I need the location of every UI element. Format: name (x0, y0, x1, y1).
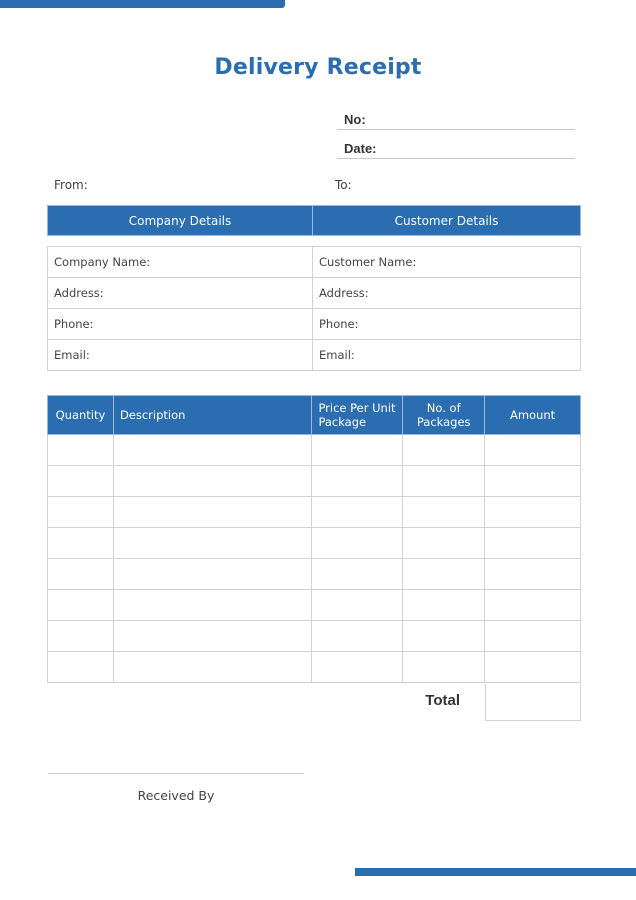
packages-cell[interactable] (403, 590, 485, 621)
details-row (48, 278, 581, 309)
column-header-description: Description (113, 396, 312, 435)
description-cell[interactable] (113, 590, 312, 621)
customer-phone-field[interactable]: Phone: (313, 309, 581, 340)
received-by-label: Received By (137, 788, 215, 803)
date-field[interactable] (337, 137, 575, 159)
description-cell[interactable] (113, 559, 312, 590)
company-phone-field[interactable]: Phone: (48, 309, 313, 340)
top-accent-bar (0, 0, 285, 8)
signature-line[interactable] (48, 773, 304, 774)
column-header-price-per-unit: Price Per Unit Package (312, 396, 403, 435)
column-header-amount: Amount (485, 396, 581, 435)
description-cell[interactable] (113, 621, 312, 652)
customer-email-field[interactable]: Email: (313, 340, 581, 371)
price-cell[interactable] (312, 497, 403, 528)
packages-cell[interactable] (403, 621, 485, 652)
to-label: To: (335, 178, 352, 192)
items-header-row (48, 396, 581, 435)
table-row (48, 528, 581, 559)
amount-cell[interactable] (485, 466, 581, 497)
date-label: Date: (344, 141, 377, 156)
bottom-accent-bar (355, 868, 636, 876)
table-row (48, 559, 581, 590)
packages-cell[interactable] (403, 652, 485, 683)
receipt-number-label: No: (344, 112, 366, 127)
column-header-quantity: Quantity (48, 396, 114, 435)
amount-cell[interactable] (485, 435, 581, 466)
company-name-field[interactable]: Company Name: (48, 247, 313, 278)
description-cell[interactable] (113, 497, 312, 528)
description-cell[interactable] (113, 466, 312, 497)
receipt-number-field[interactable] (337, 108, 575, 130)
quantity-cell[interactable] (48, 497, 114, 528)
quantity-cell[interactable] (48, 590, 114, 621)
customer-address-field[interactable]: Address: (313, 278, 581, 309)
customer-details-header: Customer Details (394, 213, 499, 228)
quantity-cell[interactable] (48, 528, 114, 559)
amount-cell[interactable] (485, 497, 581, 528)
details-header (47, 205, 581, 236)
price-cell[interactable] (312, 621, 403, 652)
description-cell[interactable] (113, 528, 312, 559)
quantity-cell[interactable] (48, 435, 114, 466)
price-cell[interactable] (312, 652, 403, 683)
total-amount-field[interactable] (485, 684, 581, 721)
column-header-no-of-packages: No. of Packages (403, 396, 485, 435)
details-table (47, 246, 581, 371)
amount-cell[interactable] (485, 590, 581, 621)
table-row (48, 652, 581, 683)
amount-cell[interactable] (485, 559, 581, 590)
amount-cell[interactable] (485, 652, 581, 683)
table-row (48, 466, 581, 497)
price-cell[interactable] (312, 528, 403, 559)
quantity-cell[interactable] (48, 621, 114, 652)
table-row (48, 435, 581, 466)
packages-cell[interactable] (403, 466, 485, 497)
quantity-cell[interactable] (48, 559, 114, 590)
packages-cell[interactable] (403, 528, 485, 559)
price-cell[interactable] (312, 590, 403, 621)
company-email-field[interactable]: Email: (48, 340, 313, 371)
from-label: From: (54, 178, 88, 192)
table-row (48, 497, 581, 528)
customer-name-field[interactable]: Customer Name: (313, 247, 581, 278)
details-row (48, 340, 581, 371)
page-title: Delivery Receipt (214, 55, 422, 80)
price-cell[interactable] (312, 466, 403, 497)
total-label: Total (425, 692, 460, 709)
amount-cell[interactable] (485, 528, 581, 559)
packages-cell[interactable] (403, 497, 485, 528)
price-cell[interactable] (312, 435, 403, 466)
details-row (48, 309, 581, 340)
price-cell[interactable] (312, 559, 403, 590)
items-table (47, 395, 581, 683)
company-address-field[interactable]: Address: (48, 278, 313, 309)
description-cell[interactable] (113, 652, 312, 683)
description-cell[interactable] (113, 435, 312, 466)
details-row (48, 247, 581, 278)
quantity-cell[interactable] (48, 466, 114, 497)
table-row (48, 621, 581, 652)
company-details-header: Company Details (48, 206, 313, 235)
quantity-cell[interactable] (48, 652, 114, 683)
table-row (48, 590, 581, 621)
packages-cell[interactable] (403, 435, 485, 466)
packages-cell[interactable] (403, 559, 485, 590)
amount-cell[interactable] (485, 621, 581, 652)
